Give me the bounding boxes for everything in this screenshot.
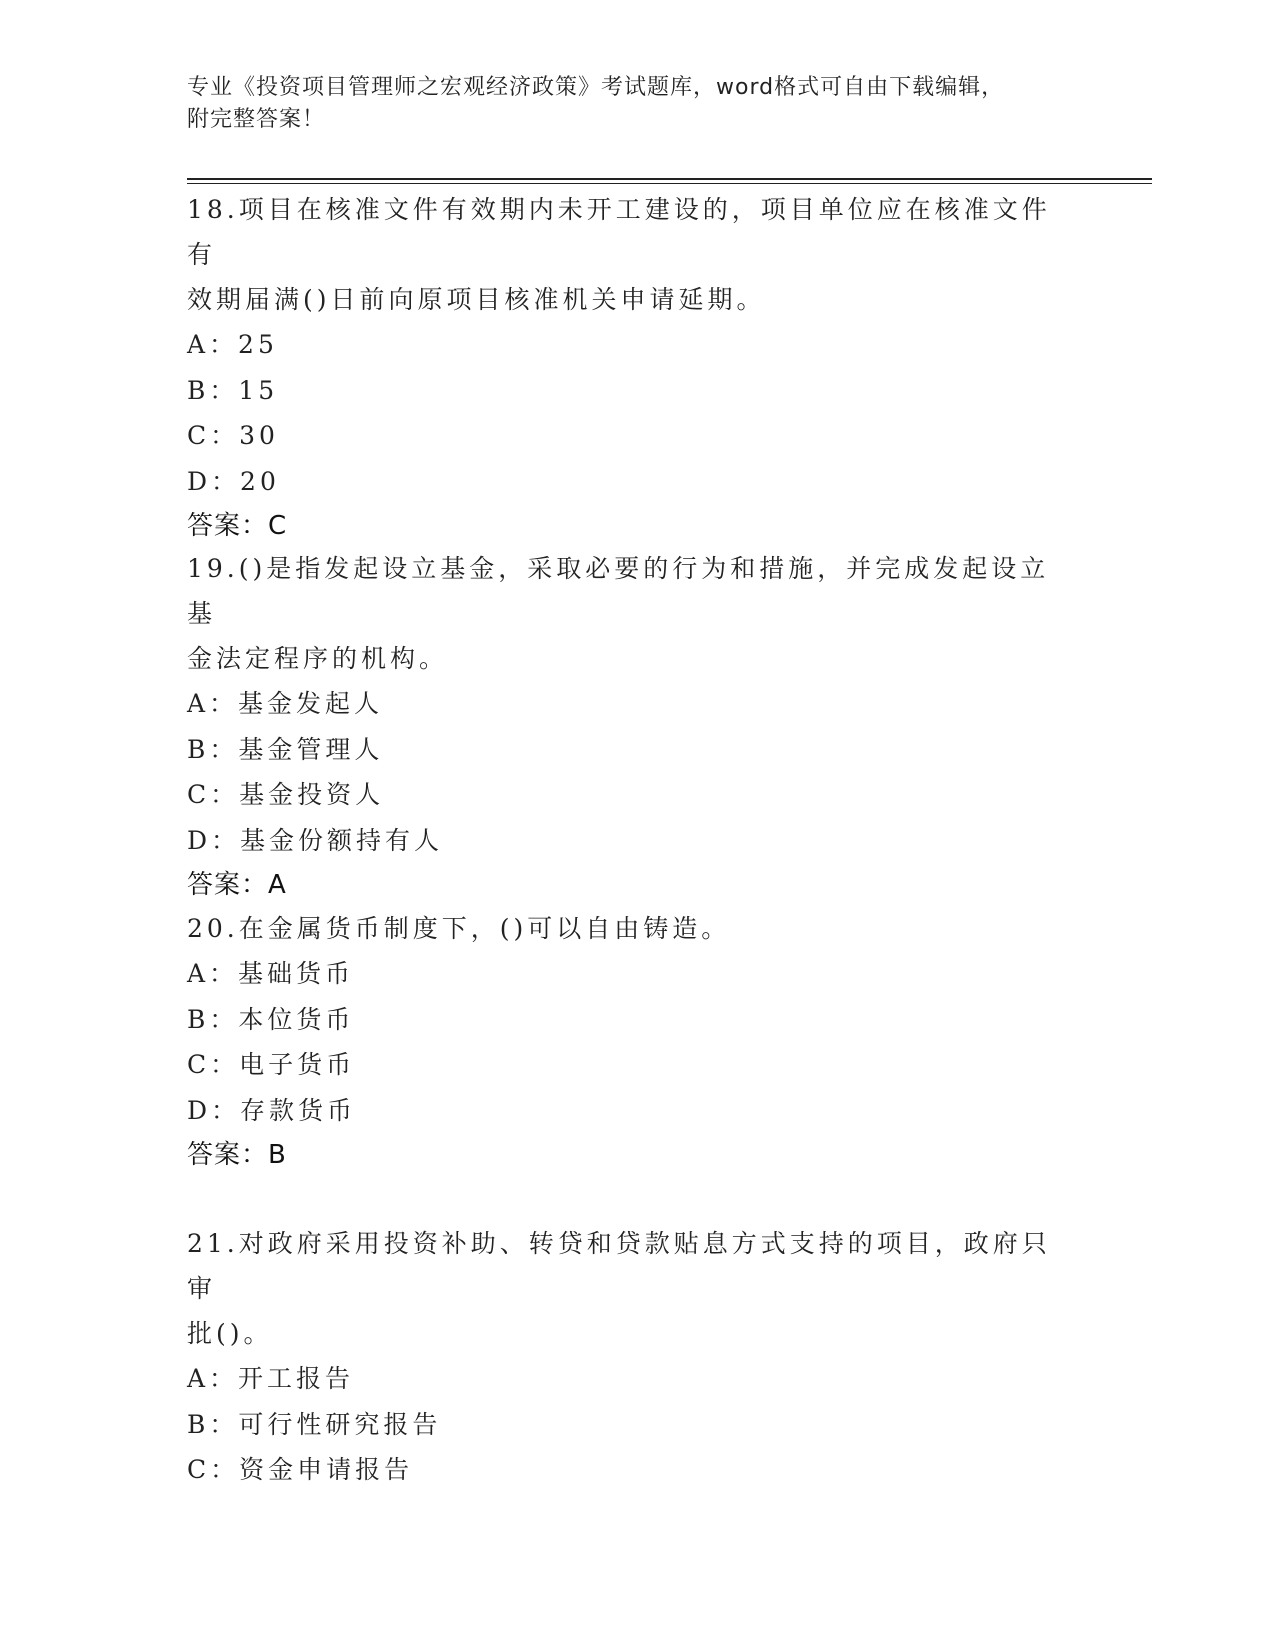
question-18 — [187, 187, 1067, 549]
option-b: B：可行性研究报告 — [187, 1409, 442, 1439]
answer: 答案：A — [187, 870, 287, 900]
option-b: B：本位货币 — [187, 1004, 355, 1034]
option-d: D：基金份额持有人 — [187, 825, 444, 855]
question-21 — [187, 1221, 1067, 1493]
option-a: A：基金发起人 — [187, 689, 384, 718]
header-rule-thin — [187, 183, 1152, 184]
header-line-2: 附完整答案！ — [187, 107, 326, 132]
question-stem-line: 18.项目在核准文件有效期内未开工建设的，项目单位应在核准文件有 — [187, 195, 1051, 269]
question-19 — [187, 546, 1067, 908]
question-stem-line: 19.()是指发起设立基金，采取必要的行为和措施，并完成发起设立基 — [187, 554, 1050, 628]
answer: 答案：C — [187, 511, 288, 541]
question-20 — [187, 906, 1067, 1178]
document-header — [187, 72, 1067, 136]
option-d: D：20 — [187, 466, 280, 496]
option-c: C：资金申请报告 — [187, 1455, 414, 1484]
option-c: C：30 — [187, 421, 279, 450]
option-c: C：电子货币 — [187, 1050, 356, 1079]
option-a: A：25 — [187, 330, 278, 359]
option-a: A：基础货币 — [187, 959, 355, 988]
header-rule-thick — [187, 178, 1152, 180]
question-stem-line: 效期届满()日前向原项目核准机关申请延期。 — [187, 285, 766, 314]
option-b: B：基金管理人 — [187, 734, 384, 764]
option-c: C：基金投资人 — [187, 780, 385, 809]
question-stem-line: 批()。 — [187, 1319, 273, 1348]
header-line-1: 专业《投资项目管理师之宏观经济政策》考试题库，word格式可自由下载编辑， — [187, 75, 1005, 100]
question-stem-line: 金法定程序的机构。 — [187, 644, 449, 673]
question-stem-line: 20.在金属货币制度下，()可以自由铸造。 — [187, 914, 731, 943]
option-d: D：存款货币 — [187, 1095, 357, 1125]
question-stem-line: 21.对政府采用投资补助、转贷和贷款贴息方式支持的项目，政府只审 — [187, 1229, 1051, 1303]
answer: 答案：B — [187, 1140, 287, 1170]
option-a: A：开工报告 — [187, 1364, 355, 1393]
option-b: B：15 — [187, 375, 279, 405]
